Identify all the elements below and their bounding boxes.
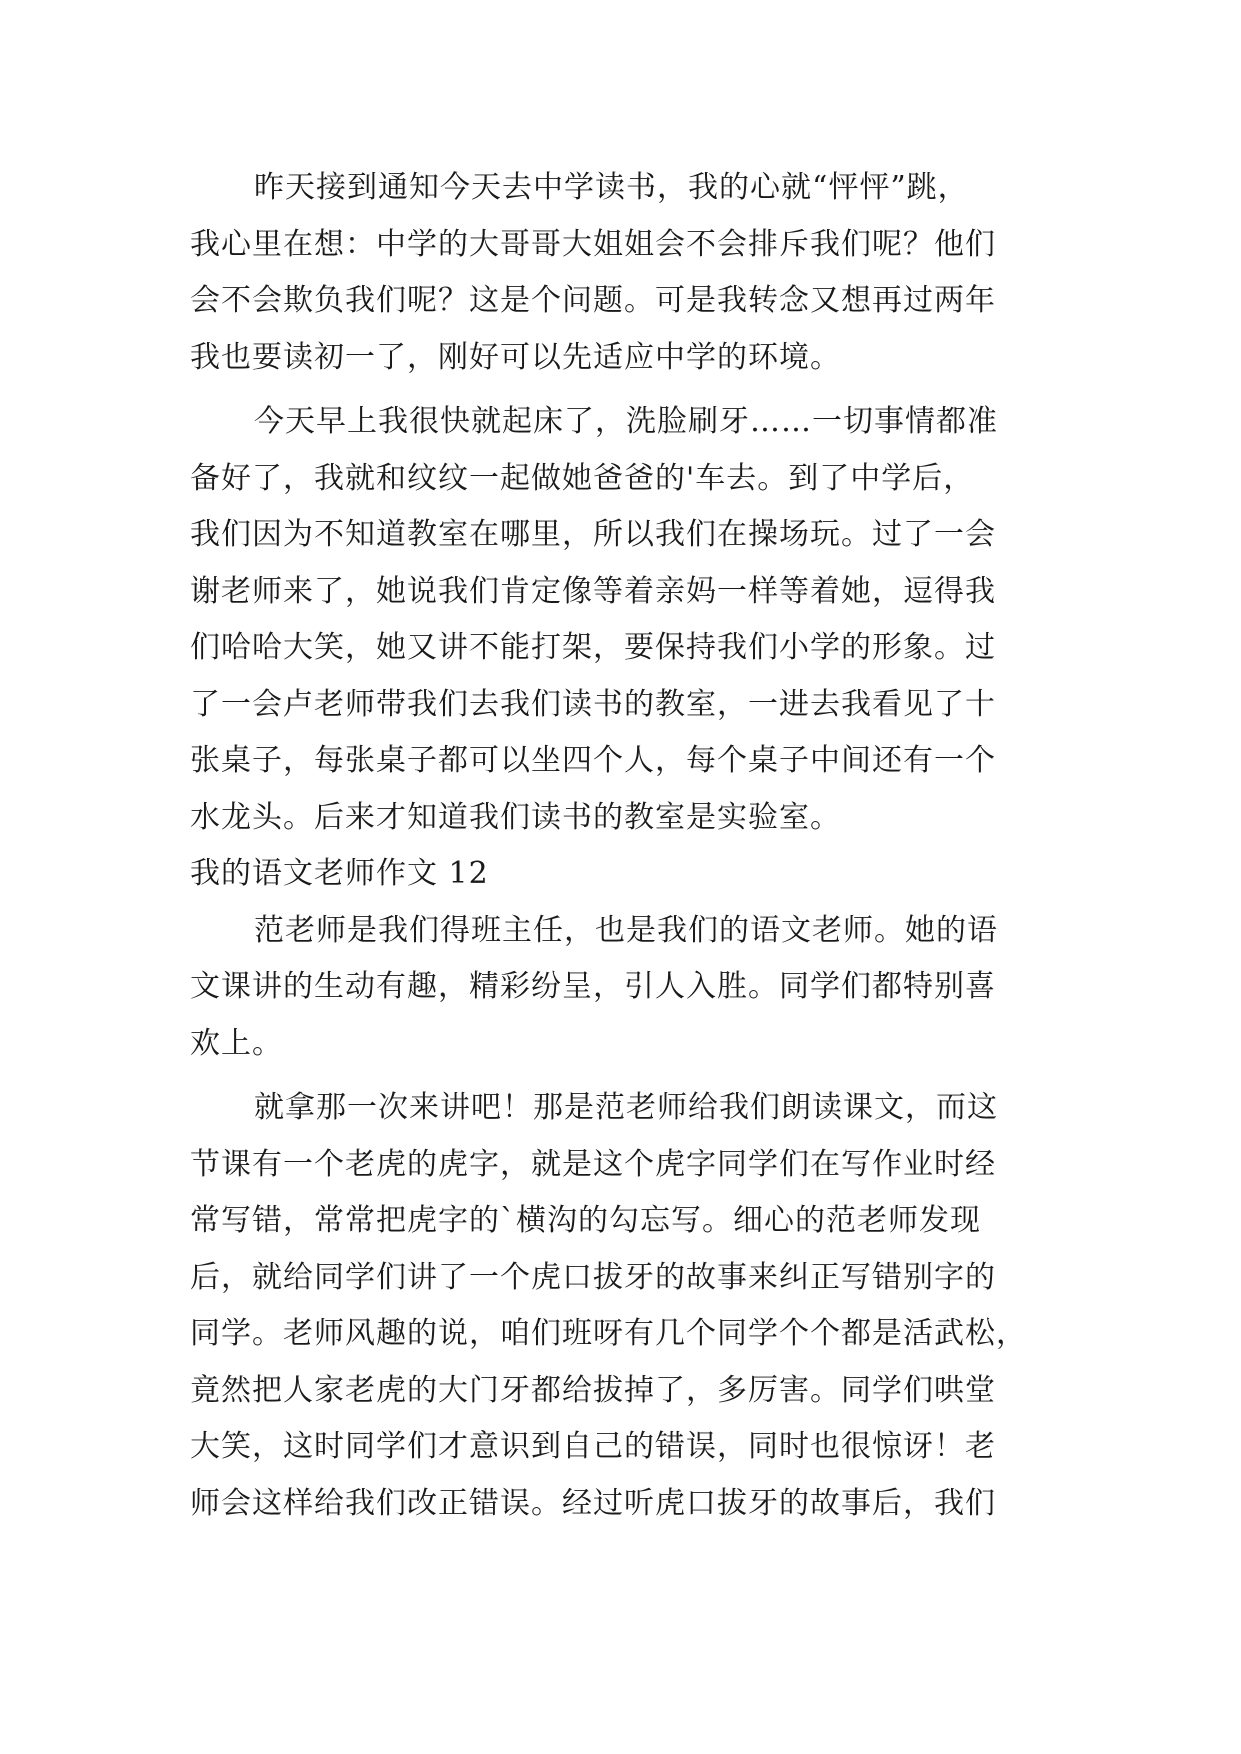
text-line: 水龙头。后来才知道我们读书的教室是实验室。 — [190, 799, 841, 835]
paragraph-1 — [190, 160, 1052, 386]
text-line: 我心里在想：中学的大哥哥大姐姐会不会排斥我们呢？他们 — [190, 226, 996, 262]
text-line: 我们因为不知道教室在哪里，所以我们在操场玩。过了一会 — [190, 517, 996, 552]
text-line: 张桌子，每张桌子都可以坐四个人，每个桌子中间还有一个 — [190, 743, 996, 778]
text-line: 节课有一个老虎的虎字，就是这个虎字同学们在写作业时经 — [190, 1146, 996, 1182]
document-body — [190, 160, 1052, 1532]
text-line: 竟然把人家老虎的大门牙都给拔掉了，多厉害。同学们哄堂 — [190, 1372, 996, 1408]
text-line: 常写错，常常把虎字的`横沟的勾忘写。细心的范老师发现 — [190, 1203, 981, 1238]
paragraph-3 — [190, 903, 1052, 1073]
text-line: 会不会欺负我们呢？这是个问题。可是我转念又想再过两年 — [190, 283, 996, 318]
text-line: 备好了，我就和纹纹一起做她爸爸的'车去。到了中学后， — [190, 460, 975, 496]
text-line: 欢上。 — [190, 1025, 283, 1061]
text-line: 昨天接到通知今天去中学读书，我的心就“怦怦”跳， — [254, 170, 969, 205]
text-line: 谢老师来了，她说我们肯定像等着亲妈一样等着她，逗得我 — [190, 573, 996, 609]
paragraph-2 — [190, 394, 1052, 846]
text-line: 后，就给同学们讲了一个虎口拔牙的故事来纠正写错别字的 — [190, 1259, 996, 1295]
text-line: 我也要读初一了，刚好可以先适应中学的环境。 — [190, 339, 841, 375]
section-title: 我的语文老师作文 12 — [190, 856, 489, 891]
text-line: 就拿那一次来讲吧！那是范老师给我们朗读课文，而这 — [254, 1090, 998, 1125]
paragraph-4 — [190, 1080, 1052, 1532]
text-line: 了一会卢老师带我们去我们读书的教室，一进去我看见了十 — [190, 686, 996, 722]
text-line: 们哈哈大笑，她又讲不能打架，要保持我们小学的形象。过 — [190, 630, 996, 665]
text-line: 范老师是我们得班主任，也是我们的语文老师。她的语 — [254, 912, 998, 948]
text-line: 今天早上我很快就起床了，洗脸刷牙……一切事情都准 — [254, 404, 998, 439]
text-line: 同学。老师风趣的说，咱们班呀有几个同学个个都是活武松， — [190, 1316, 1027, 1351]
text-line: 师会这样给我们改正错误。经过听虎口拔牙的故事后，我们 — [190, 1485, 996, 1521]
text-line: 大笑，这时同学们才意识到自己的错误，同时也很惊讶！老 — [190, 1429, 996, 1464]
text-line: 文课讲的生动有趣，精彩纷呈，引人入胜。同学们都特别喜 — [190, 969, 996, 1004]
